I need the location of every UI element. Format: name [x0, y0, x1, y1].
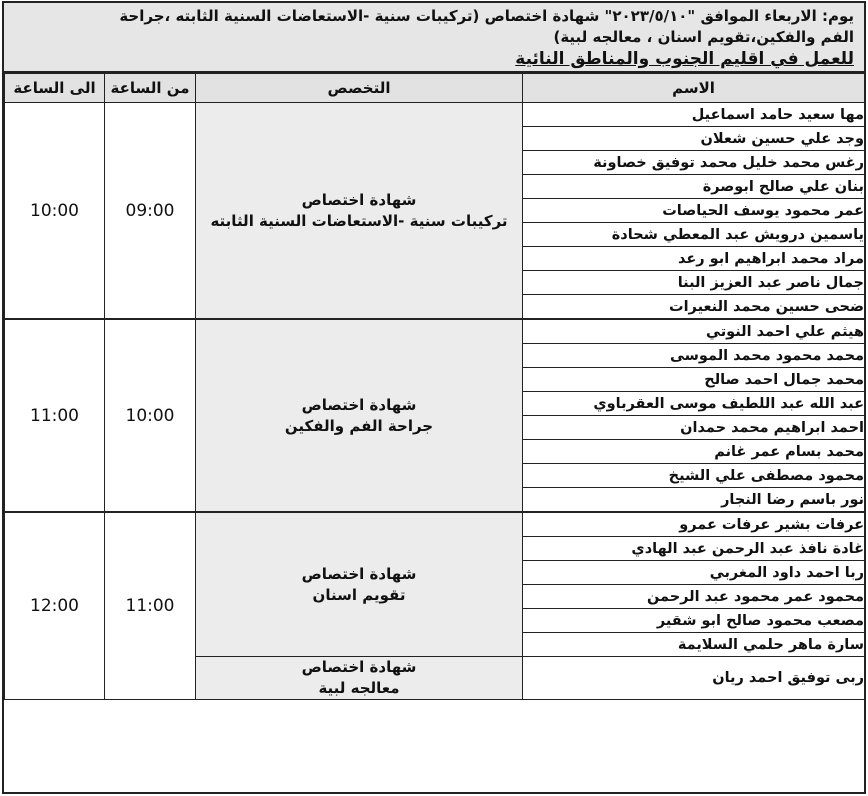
name-cell: سارة ماهر حلمي السلايمة	[523, 633, 865, 657]
specialty-title: شهادة اختصاص	[301, 564, 417, 583]
name-cell: مها سعيد حامد اسماعيل	[523, 103, 865, 127]
name-cell: ربا احمد داود المغربي	[523, 561, 865, 585]
name-cell: مصعب محمود صالح ابو شقير	[523, 609, 865, 633]
name-cell: رغس محمد خليل محمد توفيق خصاونة	[523, 151, 865, 175]
document-page	[2, 1, 866, 794]
specialty-title: شهادة اختصاص	[301, 658, 417, 676]
table-row	[5, 512, 865, 537]
specialty-name: جراحة الفم والفكين	[284, 416, 434, 435]
header-line-2: الفم والفكين،تقويم اسنان ، معالجه لبية)	[553, 28, 854, 46]
specialty-title: شهادة اختصاص	[301, 190, 417, 209]
specialty-cell	[196, 657, 523, 700]
specialty-cell	[196, 103, 523, 320]
specialty-title: شهادة اختصاص	[301, 395, 417, 414]
name-cell: ضحى حسين محمد النعيرات	[523, 295, 865, 320]
name-cell: عرفات بشير عرفات عمرو	[523, 512, 865, 537]
specialty-name: معالجه لبية	[318, 679, 400, 697]
column-header-name: الاسم	[523, 74, 865, 103]
name-cell: احمد ابراهيم محمد حمدان	[523, 416, 865, 440]
specialty-name: تركيبات سنية -الاستعاضات السنية الثابته	[210, 211, 508, 230]
name-cell: محمود مصطفى علي الشيخ	[523, 464, 865, 488]
name-cell: ياسمين درويش عبد المعطي شحادة	[523, 223, 865, 247]
header-box	[4, 3, 864, 73]
name-cell: هيثم علي احمد النوتي	[523, 319, 865, 344]
time-to-cell: 12:00	[5, 512, 105, 700]
name-cell: غادة نافذ عبد الرحمن عبد الهادي	[523, 537, 865, 561]
name-cell: جمال ناصر عبد العزيز البنا	[523, 271, 865, 295]
column-header-to: الى الساعة	[5, 74, 105, 103]
header-line-3: للعمل في اقليم الجنوب والمناطق النائية	[515, 49, 854, 69]
time-to-cell: 10:00	[5, 103, 105, 320]
time-from-cell: 11:00	[105, 512, 196, 700]
name-cell: بنان علي صالح ابوصرة	[523, 175, 865, 199]
table-row	[5, 103, 865, 127]
table-body	[5, 103, 865, 700]
name-cell: مراد محمد ابراهيم ابو رعد	[523, 247, 865, 271]
schedule-table	[4, 73, 865, 700]
name-cell: محمد بسام عمر غانم	[523, 440, 865, 464]
name-cell: نور باسم رضا النجار	[523, 488, 865, 513]
column-header-specialty: التخصص	[196, 74, 523, 103]
name-cell: محمد جمال احمد صالح	[523, 368, 865, 392]
name-cell: وجد علي حسين شعلان	[523, 127, 865, 151]
name-cell: محمود عمر محمود عبد الرحمن	[523, 585, 865, 609]
name-cell: ربى توفيق احمد ريان	[523, 657, 865, 700]
specialty-name: تقويم اسنان	[312, 585, 406, 604]
header-line-1: يوم: الاربعاء الموافق "٢٠٢٣/٥/١٠" شهادة اختصاص (تركيبات سنية -الاستعاضات السنية الثابته ،جراحة	[119, 7, 854, 25]
specialty-cell	[196, 319, 523, 512]
time-from-cell: 09:00	[105, 103, 196, 320]
specialty-cell	[196, 512, 523, 657]
name-cell: محمد محمود محمد الموسى	[523, 344, 865, 368]
table-row	[5, 319, 865, 344]
table-header-row	[5, 74, 865, 103]
name-cell: عمر محمود يوسف الحياصات	[523, 199, 865, 223]
time-to-cell: 11:00	[5, 319, 105, 512]
name-cell: عبد الله عبد اللطيف موسى العقرباوي	[523, 392, 865, 416]
column-header-from: من الساعة	[105, 74, 196, 103]
time-from-cell: 10:00	[105, 319, 196, 512]
